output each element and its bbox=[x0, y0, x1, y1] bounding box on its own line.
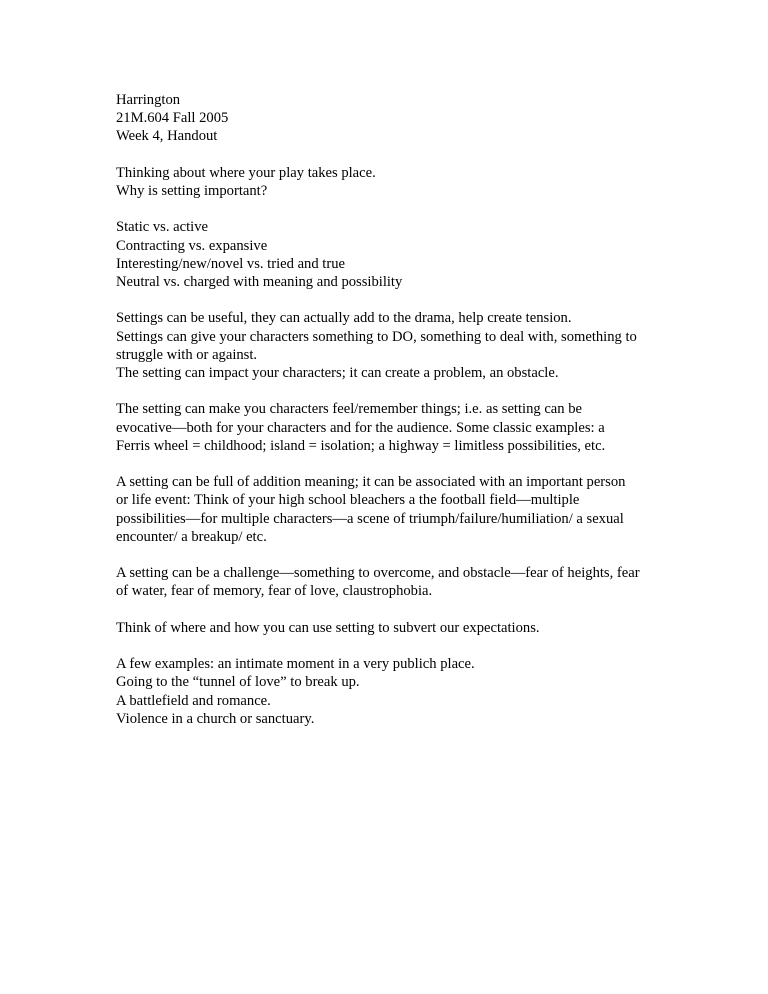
useful-line: struggle with or against. bbox=[116, 346, 258, 363]
useful-paragraph bbox=[116, 309, 716, 382]
meaning-line: encounter/ a breakup/ etc. bbox=[116, 528, 267, 545]
meaning-line: possibilities—for multiple characters—a scene of triumph/failure/humiliation/ a sexual bbox=[116, 510, 624, 527]
meaning-line: or life event: Think of your high school bleachers a the football field—multiple bbox=[116, 492, 580, 509]
challenge-line: of water, fear of memory, fear of love, claustrophobia. bbox=[116, 583, 433, 600]
contrast-item: Interesting/new/novel vs. tried and true bbox=[116, 255, 345, 272]
week-line: Week 4, Handout bbox=[116, 128, 218, 145]
evocative-line: The setting can make you characters feel/remember things; i.e. as setting can be bbox=[116, 401, 583, 418]
evocative-paragraph bbox=[116, 400, 716, 455]
subvert-line: Think of where and how you can use setting to subvert our expectations. bbox=[116, 619, 540, 636]
examples-paragraph bbox=[116, 655, 716, 728]
challenge-paragraph bbox=[116, 564, 716, 600]
challenge-line: A setting can be a challenge—something to overcome, and obstacle—fear of heights, fear bbox=[116, 565, 640, 582]
useful-line: The setting can impact your characters; it can create a problem, an obstacle. bbox=[116, 365, 559, 381]
intro-line: Thinking about where your play takes place. bbox=[116, 164, 376, 181]
contrast-item: Contracting vs. expansive bbox=[116, 237, 268, 254]
example-line: A few examples: an intimate moment in a very publich place. bbox=[116, 656, 475, 673]
header-block bbox=[116, 91, 716, 146]
contrasts-list bbox=[116, 218, 716, 291]
handout-body bbox=[116, 91, 716, 746]
example-line: Going to the “tunnel of love” to break up. bbox=[116, 674, 360, 691]
evocative-line: Ferris wheel = childhood; island = isolation; a highway = limitless possibilities, etc. bbox=[116, 437, 606, 454]
useful-line: Settings can give your characters something to DO, something to deal with, something to bbox=[116, 328, 637, 345]
meaning-line: A setting can be full of addition meaning; it can be associated with an important person bbox=[116, 474, 626, 491]
example-line: Violence in a church or sanctuary. bbox=[116, 710, 315, 727]
contrast-item: Neutral vs. charged with meaning and possibility bbox=[116, 274, 403, 290]
useful-line: Settings can be useful, they can actually add to the drama, help create tension. bbox=[116, 310, 572, 327]
course-line: 21M.604 Fall 2005 bbox=[116, 110, 229, 127]
contrast-item: Static vs. active bbox=[116, 219, 208, 236]
example-line: A battlefield and romance. bbox=[116, 692, 271, 709]
author-line: Harrington bbox=[116, 92, 181, 108]
subvert-paragraph bbox=[116, 619, 716, 637]
meaning-paragraph bbox=[116, 473, 716, 546]
intro-question: Why is setting important? bbox=[116, 183, 268, 199]
intro-paragraph bbox=[116, 164, 716, 200]
evocative-line: evocative—both for your characters and for the audience. Some classic examples: a bbox=[116, 419, 605, 436]
